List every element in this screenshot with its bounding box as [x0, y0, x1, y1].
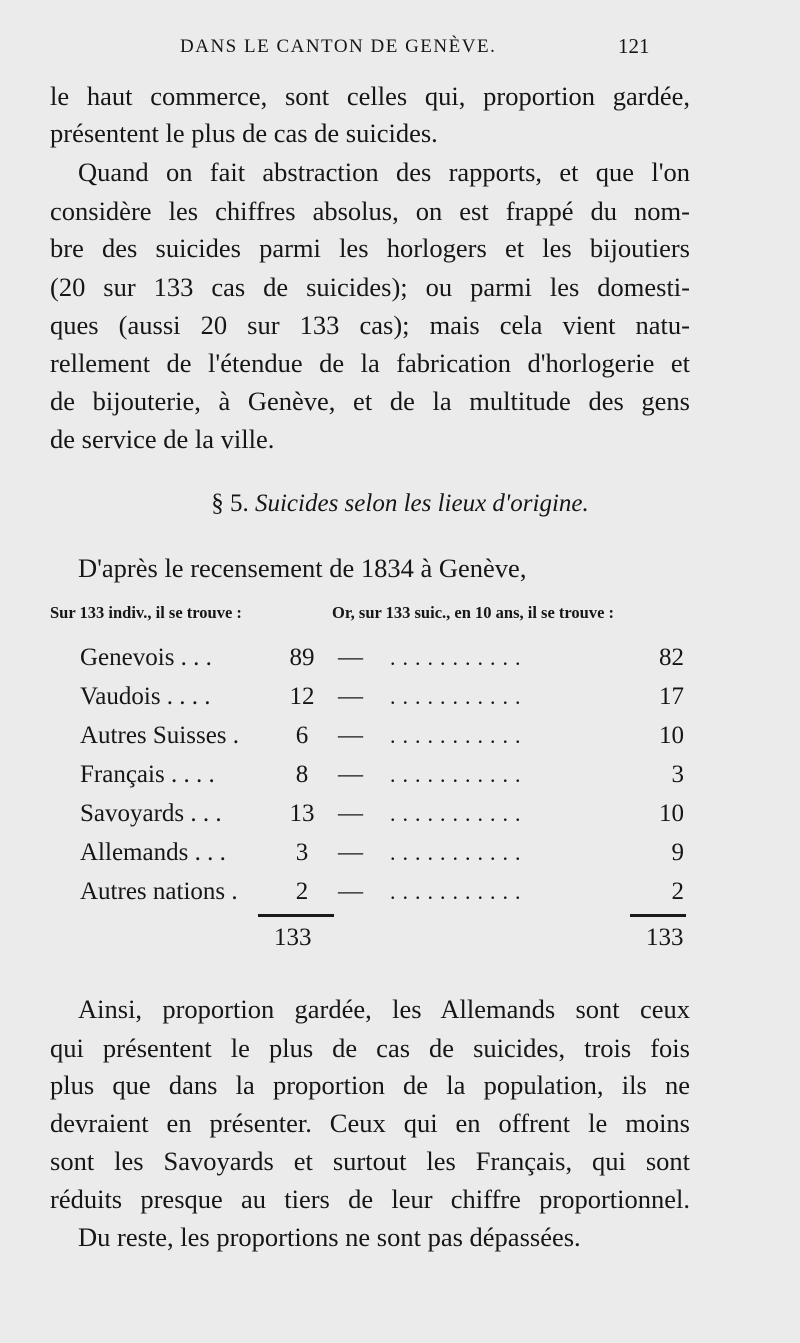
row-leader: ........... — [390, 762, 528, 787]
text-line: présentent le plus de cas de suicides. — [50, 118, 438, 148]
row-leader: ........... — [390, 840, 528, 865]
population-count: 13 — [289, 800, 315, 827]
table-row — [80, 835, 690, 871]
text-line: (20 sur 133 cas de suicides); ou parmi les domesti- — [50, 272, 690, 302]
total-rule-suicides — [630, 914, 686, 917]
origin-name: Allemands . . . — [80, 839, 226, 866]
table-row — [80, 874, 690, 910]
text-line: ques (aussi 20 sur 133 cas); mais cela vient natu- — [50, 310, 690, 340]
running-head — [0, 32, 800, 62]
running-head-title: DANS LE CANTON DE GENÈVE. — [180, 36, 497, 57]
table-row — [80, 640, 690, 676]
origin-name: Autres Suisses . — [80, 722, 240, 749]
total-rule-population — [258, 914, 334, 917]
row-dash: — — [338, 878, 363, 905]
column-header-suicides: Or, sur 133 suic., en 10 ans, il se trouve : — [332, 603, 615, 622]
suicide-count: 10 — [659, 800, 684, 827]
text-line: le haut commerce, sont celles qui, proportion gardée, — [50, 81, 690, 111]
suicide-count: 10 — [659, 722, 684, 749]
text-line: Ainsi, proportion gardée, les Allemands sont ceux — [78, 994, 690, 1024]
origin-name: Autres nations . — [80, 878, 238, 905]
text-line: sont les Savoyards et surtout les Français, qui sont — [50, 1146, 690, 1176]
text-line: de bijouterie, à Genève, et de la multitude des gens — [50, 386, 690, 416]
population-count: 12 — [289, 683, 315, 710]
text-line: Quand on fait abstraction des rapports, et que l'on — [78, 157, 690, 187]
row-leader: ........... — [390, 645, 528, 670]
suicide-count: 9 — [671, 839, 684, 866]
row-dash: — — [338, 644, 363, 671]
population-count: 6 — [295, 722, 309, 749]
section-number: § 5. — [211, 490, 249, 517]
row-dash: — — [338, 683, 363, 710]
suicide-count: 3 — [671, 761, 684, 788]
page-number: 121 — [618, 34, 650, 58]
suicide-count: 82 — [659, 644, 684, 671]
intro-line: D'après le recensement de 1834 à Genève, — [78, 553, 527, 583]
text-line: de service de la ville. — [50, 424, 275, 454]
origin-name: Français . . . . — [80, 761, 215, 788]
section-title: Suicides selon les lieux d'origine. — [254, 490, 589, 517]
row-leader: ........... — [390, 684, 528, 709]
text-line: plus que dans la proportion de la population, ils ne — [50, 1070, 690, 1100]
row-leader: ........... — [390, 801, 528, 826]
suicide-count: 2 — [671, 878, 684, 905]
origin-name: Savoyards . . . — [80, 800, 222, 827]
table-row — [80, 679, 690, 715]
row-dash: — — [338, 761, 363, 788]
total-suicides: 133 — [646, 924, 684, 951]
suicide-count: 17 — [659, 683, 684, 710]
text-line: qui présentent le plus de cas de suicides, trois fois — [50, 1033, 690, 1063]
row-leader: ........... — [390, 879, 528, 904]
row-dash: — — [338, 839, 363, 866]
population-count: 3 — [295, 839, 309, 866]
origin-name: Genevois . . . — [80, 644, 212, 671]
text-line: devraient en présenter. Ceux qui en offrent le moins — [50, 1108, 690, 1138]
column-header-population: Sur 133 indiv., il se trouve : — [50, 603, 242, 622]
population-count: 2 — [295, 878, 309, 905]
origin-name: Vaudois . . . . — [80, 683, 211, 710]
text-line: bre des suicides parmi les horlogers et les bijoutiers — [50, 233, 690, 263]
total-population: 133 — [274, 924, 312, 951]
row-dash: — — [338, 800, 363, 827]
table-row — [80, 757, 690, 793]
population-count: 89 — [289, 644, 315, 671]
table-row — [80, 796, 690, 832]
text-line: Du reste, les proportions ne sont pas dépassées. — [78, 1222, 581, 1252]
population-count: 8 — [295, 761, 309, 788]
section-heading — [0, 487, 800, 521]
text-line: réduits presque au tiers de leur chiffre proportionnel. — [50, 1184, 690, 1214]
table-row — [80, 718, 690, 754]
text-line: considère les chiffres absolus, on est frappé du nom- — [50, 196, 690, 226]
row-dash: — — [338, 722, 363, 749]
text-line: rellement de l'étendue de la fabrication d'horlogerie et — [50, 348, 690, 378]
row-leader: ........... — [390, 723, 528, 748]
